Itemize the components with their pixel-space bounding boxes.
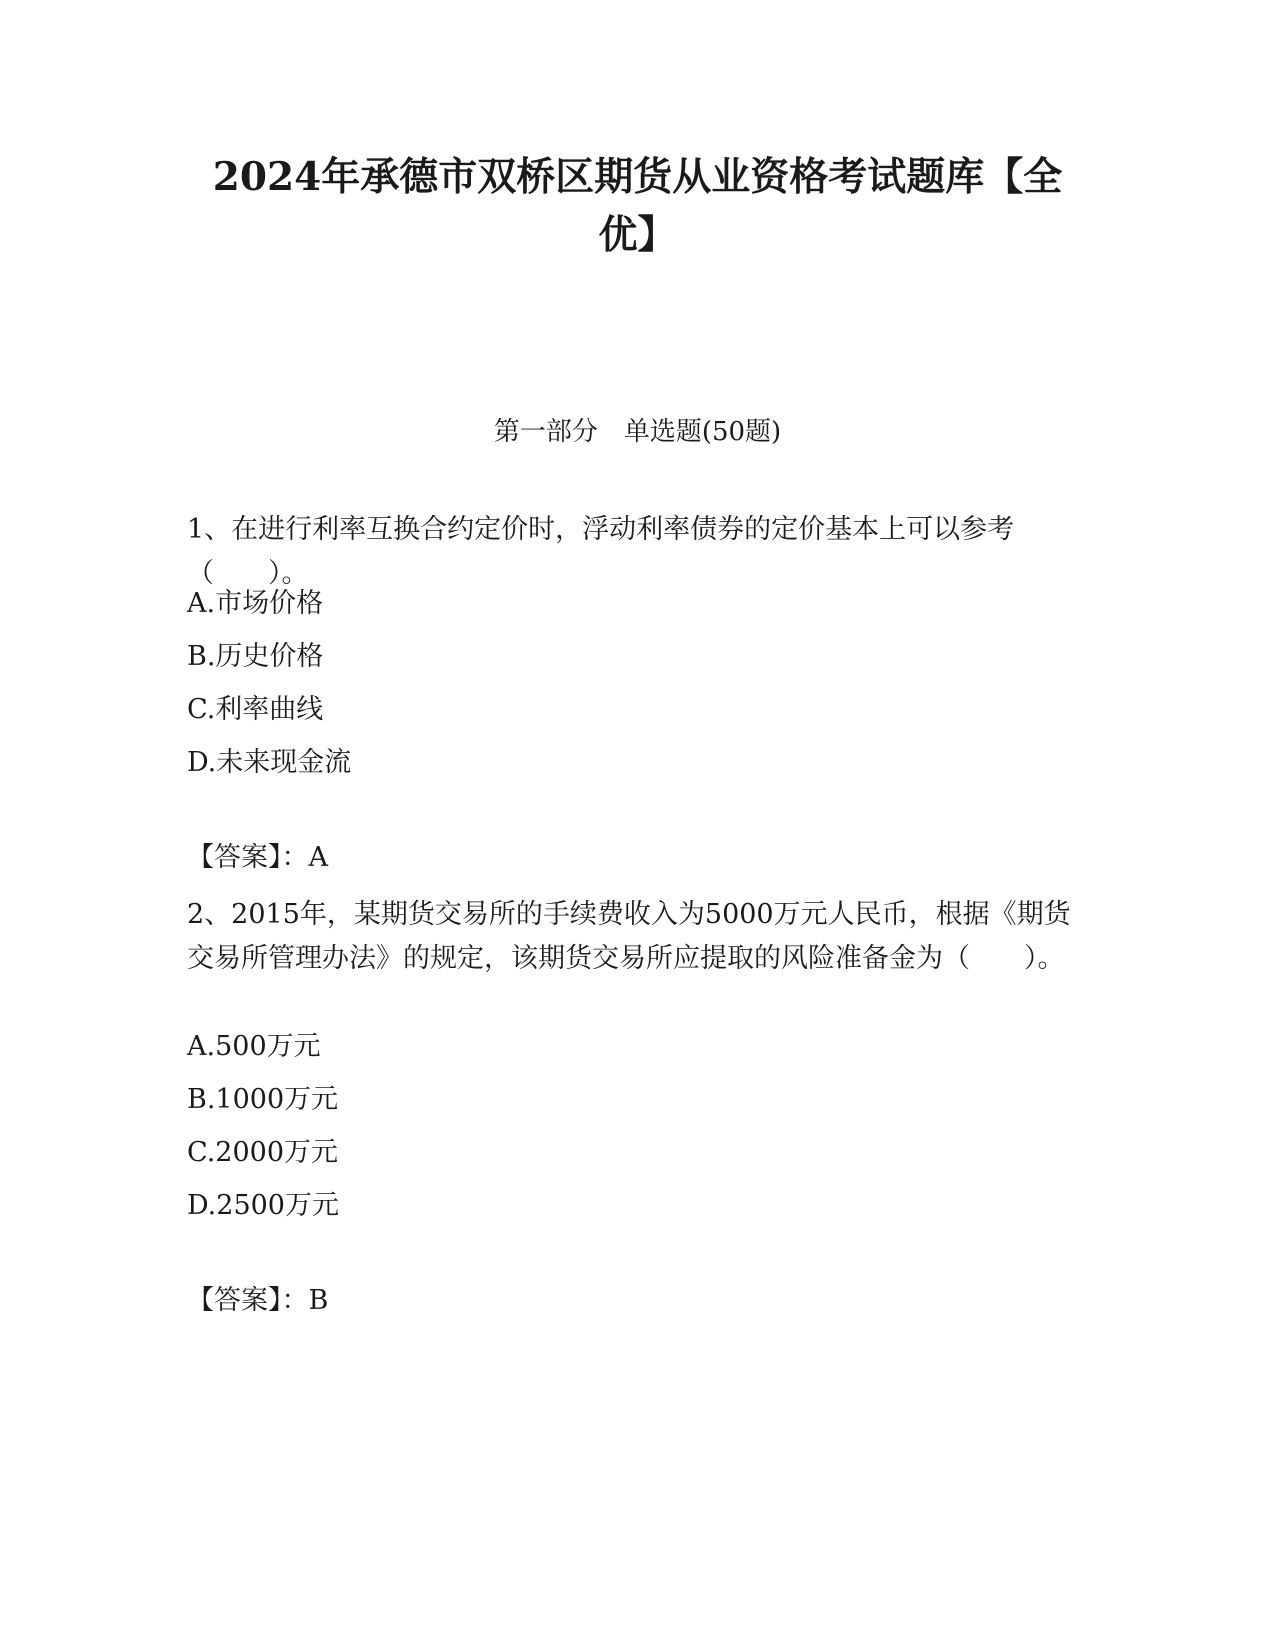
document-title: 2024年承德市双桥区期货从业资格考试题库【全优】 [212, 154, 1063, 258]
question-1-option-b: B.历史价格 [187, 641, 324, 672]
question-1-text: 1、在进行利率互换合约定价时，浮动利率债券的定价基本上可以参考（ ）。 [187, 514, 1015, 589]
section-heading: 第一部分 单选题(50题) [493, 417, 782, 447]
question-2-option-c: C.2000万元 [187, 1137, 338, 1168]
question-1-option-c: C.利率曲线 [187, 694, 324, 725]
question-1-option-a: A.市场价格 [187, 588, 324, 619]
question-2-answer: 【答案】：B [187, 1285, 329, 1316]
question-2-text: 2、2015年，某期货交易所的手续费收入为5000万元人民币，根据《期货交易所管理办法》的规定，该期货交易所应提取的风险准备金为（ ）。 [187, 899, 1071, 974]
question-2-option-a: A.500万元 [187, 1031, 321, 1062]
question-2-option-d: D.2500万元 [187, 1190, 339, 1221]
question-1 [187, 508, 1087, 596]
question-2 [187, 893, 1087, 981]
question-1-answer: 【答案】：A [187, 842, 328, 873]
question-2-option-b: B.1000万元 [187, 1084, 339, 1115]
question-1-option-d: D.未来现金流 [187, 747, 352, 778]
